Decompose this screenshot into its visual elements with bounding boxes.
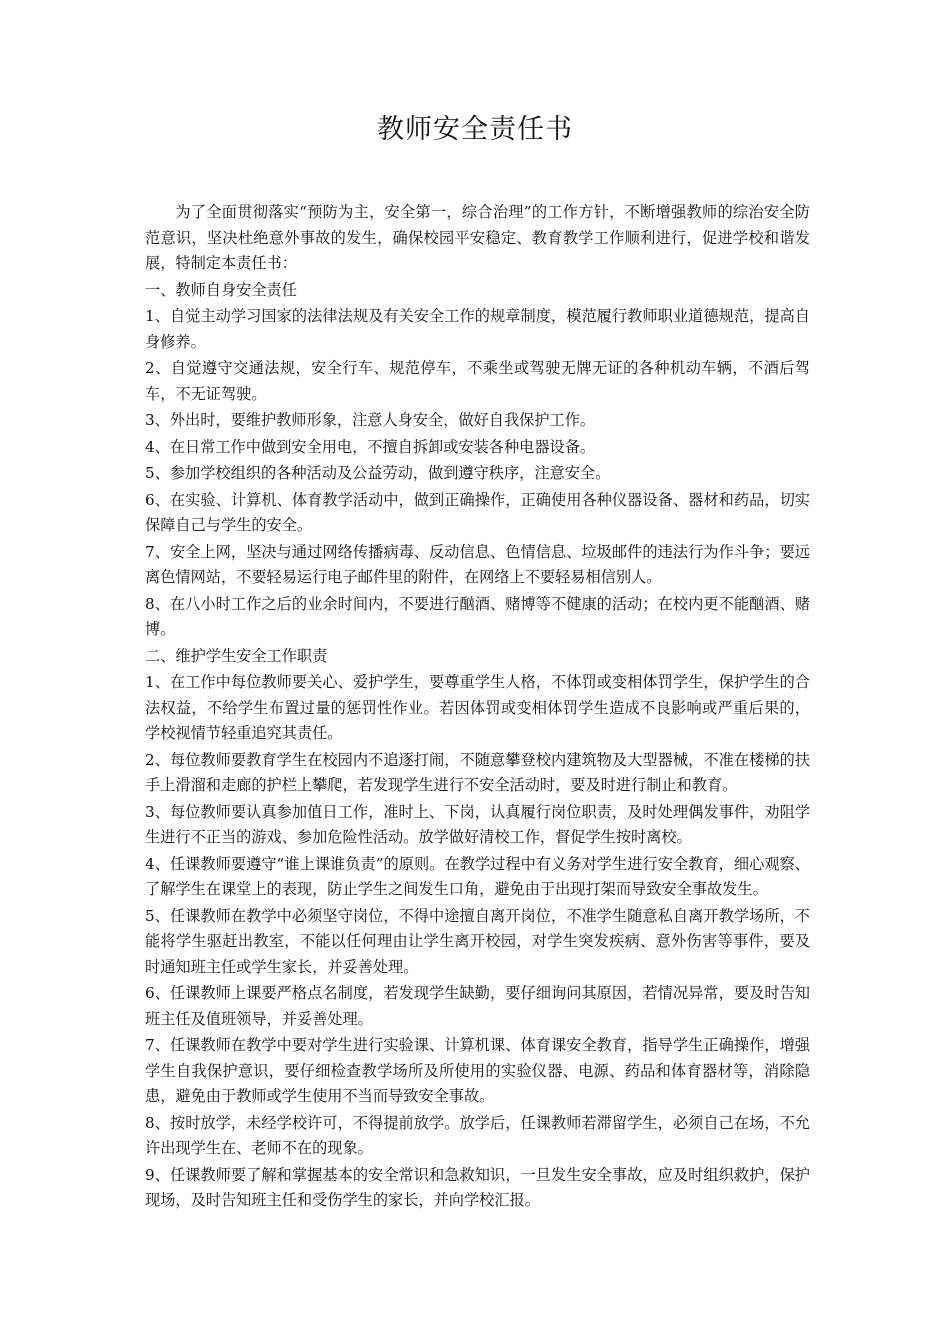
section2-item: 6、任课教师上课要严格点名制度，若发现学生缺勤，要仔细询问其原因，若情况异常，要及时告知班主任及值班领导，并妥善处理。 xyxy=(145,984,810,1028)
intro-paragraph: 为了全面贯彻落实“预防为主，安全第一，综合治理”的工作方针，不断增强教师的综治安全防范意识，坚决杜绝意外事故的发生，确保校园平安稳定、教育教学工作顺利进行，促进学校和谐发展，特制定本责任书： xyxy=(145,203,810,272)
section1-item: 4、在日常工作中做到安全用电，不擅自拆卸或安装各种电器设备。 xyxy=(145,437,596,456)
section-heading-2: 二、维护学生安全工作职责 xyxy=(145,646,328,665)
section2-item: 4、任课教师要遵守“谁上课谁负责”的原则。在教学过程中有义务对学生进行安全教育，细心观察、了解学生在课堂上的表现，防止学生之间发生口角，避免由于出现打架而导致安全事故发生。 xyxy=(145,854,810,898)
section-heading-1: 一、教师自身安全责任 xyxy=(145,280,297,299)
section2-item: 8、按时放学，未经学校许可，不得提前放学。放学后，任课教师若滞留学生，必须自己在场，不允许出现学生在、老师不在的现象。 xyxy=(145,1113,810,1157)
section1-item: 7、安全上网，坚决与通过网络传播病毒、反动信息、色情信息、垃圾邮件的违法行为作斗争；要远离色情网站，不要轻易运行电子邮件里的附件，在网络上不要轻易相信别人。 xyxy=(145,542,810,586)
section1-item: 5、参加学校组织的各种活动及公益劳动，做到遵守秩序，注意安全。 xyxy=(145,464,611,482)
section2-item: 7、任课教师在教学中要对学生进行实验课、计算机课、体育课安全教育，指导学生正确操作，增强学生自我保护意识，要仔细检查教学场所及所使用的实验仪器、电源、药品和体育器材等，消除隐患，避免由于教师或学生使用不当而导致安全事故。 xyxy=(145,1036,810,1105)
section1-item: 1、自觉主动学习国家的法律法规及有关安全工作的规章制度，模范履行教师职业道德规范，提高自身修养。 xyxy=(145,307,810,351)
section2-item: 2、每位教师要教育学生在校园内不追逐打闹，不随意攀登校内建筑物及大型器械，不准在楼梯的扶手上滑溜和走廊的护栏上攀爬，若发现学生进行不安全活动时，要及时进行制止和教育。 xyxy=(145,750,810,794)
section1-item: 6、在实验、计算机、体育教学活动中，做到正确操作，正确使用各种仪器设备、器材和药品，切实保障自己与学生的安全。 xyxy=(145,490,810,534)
section2-item: 9、任课教师要了解和掌握基本的安全常识和急救知识，一旦发生安全事故，应及时组织救护，保护现场，及时告知班主任和受伤学生的家长，并向学校汇报。 xyxy=(145,1165,810,1209)
section2-item: 5、任课教师在教学中必须坚守岗位，不得中途擅自离开岗位，不准学生随意私自离开教学场所，不能将学生驱赶出教室，不能以任何理由让学生离开校园，对学生突发疾病、意外伤害等事件，要及时通知班主任或学生家长，并妥善处理。 xyxy=(145,906,810,976)
section1-item: 3、外出时，要维护教师形象，注意人身安全，做好自我保护工作。 xyxy=(145,411,596,429)
section1-item: 2、自觉遵守交通法规，安全行车、规范停车，不乘坐或驾驶无牌无证的各种机动车辆，不酒后驾车，不无证驾驶。 xyxy=(145,359,810,403)
section2-item: 3、每位教师要认真参加值日工作，准时上、下岗，认真履行岗位职责，及时处理偶发事件，劝阻学生进行不正当的游戏、参加危险性活动。放学做好清校工作，督促学生按时离校。 xyxy=(145,802,810,846)
document-body xyxy=(145,200,810,1214)
document-title: 教师安全责任书 xyxy=(377,114,573,145)
section2-item: 1、在工作中每位教师要关心、爱护学生，要尊重学生人格，不体罚或变相体罚学生，保护学生的合法权益，不给学生布置过量的惩罚性作业。若因体罚或变相体罚学生造成不良影响或严重后果的，学校视情节轻重追究其责任。 xyxy=(145,673,810,742)
section1-item: 8、在八小时工作之后的业余时间内，不要进行酗酒、赌博等不健康的活动；在校内更不能酗酒、赌博。 xyxy=(145,594,810,638)
